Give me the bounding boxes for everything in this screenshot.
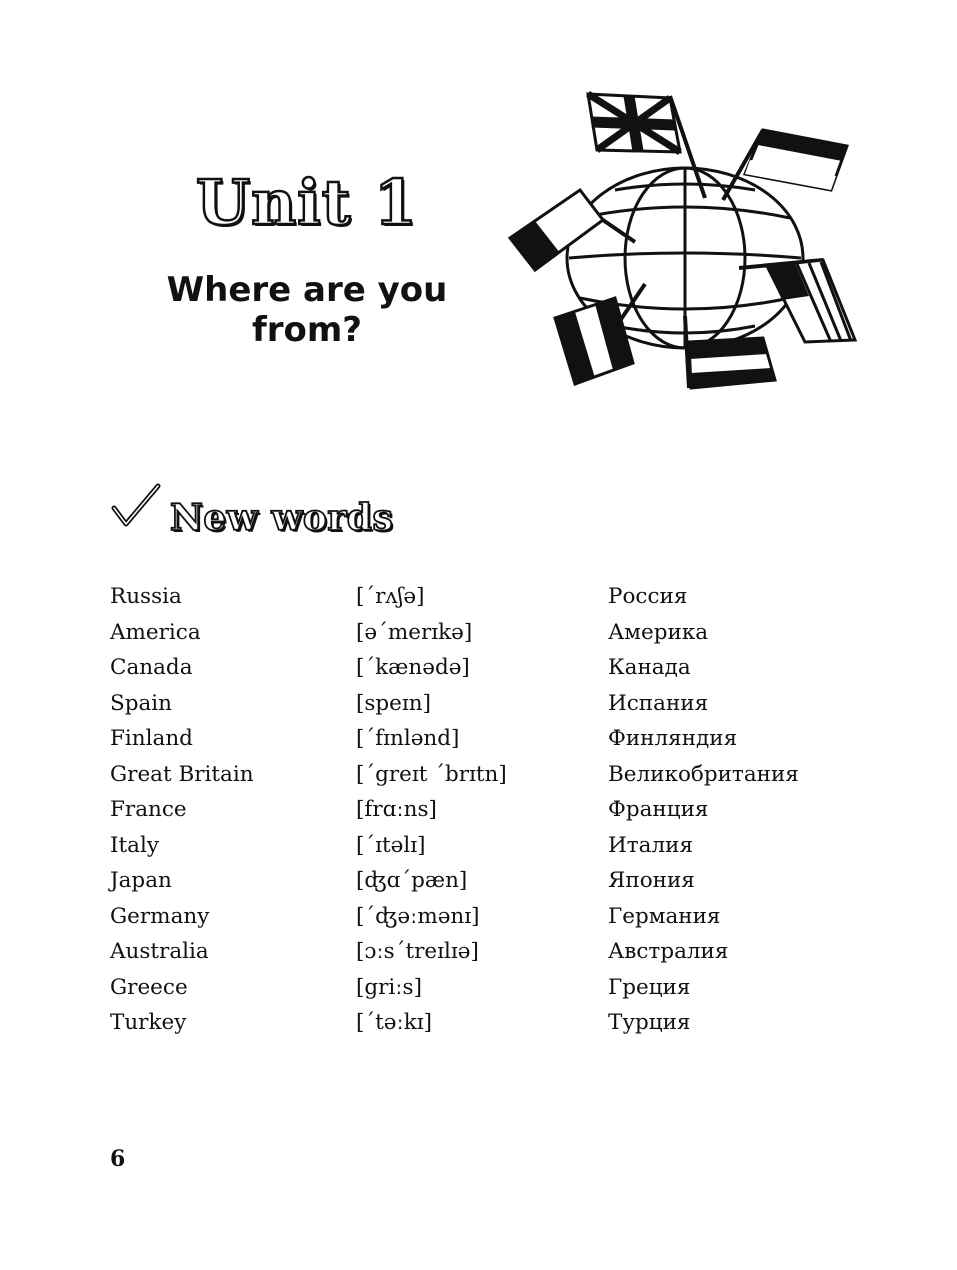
transcription: [ˊfɪnlənd] xyxy=(356,726,460,751)
english-word: Finland xyxy=(110,726,193,751)
transcription: [ˊkænədə] xyxy=(356,655,470,680)
transcription: [ˊɪtəlɪ] xyxy=(356,832,426,858)
russian-translation: Турция xyxy=(608,1010,691,1035)
transcription: [ˊtəːkɪ] xyxy=(356,1010,433,1035)
word-row xyxy=(0,899,957,935)
check-icon xyxy=(108,480,164,532)
word-row xyxy=(0,686,957,722)
word-row xyxy=(0,934,957,970)
transcription: [əˊmerɪkə] xyxy=(356,619,473,645)
word-list xyxy=(0,579,957,1041)
english-word: Greece xyxy=(110,974,188,1000)
english-word: Germany xyxy=(110,903,210,929)
unit-title: Unit 1 xyxy=(196,166,419,239)
russian-translation: Франция xyxy=(608,797,709,822)
english-word: Italy xyxy=(110,832,159,858)
english-word: America xyxy=(110,619,201,645)
word-row xyxy=(0,721,957,757)
russian-translation: Россия xyxy=(608,584,688,609)
english-word: Australia xyxy=(110,939,209,964)
striped-flag-icon xyxy=(723,130,847,200)
english-word: Spain xyxy=(110,690,173,716)
section-heading: New words xyxy=(170,497,394,539)
word-row xyxy=(0,792,957,828)
transcription: [frɑːns] xyxy=(356,797,437,822)
russian-translation: Греция xyxy=(608,974,691,1000)
english-word: Canada xyxy=(110,655,193,680)
english-word: France xyxy=(110,797,187,822)
unit-subtitle: Where are you from? xyxy=(166,270,448,350)
transcription: [speɪn] xyxy=(356,690,432,716)
word-row xyxy=(0,1005,957,1041)
word-row xyxy=(0,579,957,615)
word-row xyxy=(0,828,957,864)
transcription: [ʤɑˊpæn] xyxy=(356,868,468,893)
english-word: Great Britain xyxy=(110,761,254,787)
transcription: [ɔːsˊtreɪlɪə] xyxy=(356,939,479,964)
russian-translation: Германия xyxy=(608,903,721,929)
russian-translation: Америка xyxy=(608,619,709,645)
russian-translation: Италия xyxy=(608,832,694,858)
uk-flag-icon xyxy=(588,94,705,198)
word-row xyxy=(0,757,957,793)
russian-translation: Япония xyxy=(608,868,695,893)
russian-translation: Канада xyxy=(608,655,691,680)
russian-translation: Финляндия xyxy=(608,726,738,751)
transcription: [ˊrʌʃə] xyxy=(356,584,425,609)
english-word: Russia xyxy=(110,584,182,609)
word-row xyxy=(0,970,957,1006)
russian-translation: Австралия xyxy=(608,939,729,964)
english-word: Japan xyxy=(110,868,172,893)
english-word: Turkey xyxy=(110,1010,187,1035)
word-row xyxy=(0,650,957,686)
globe-with-flags-icon xyxy=(505,88,865,398)
russian-translation: Великобритания xyxy=(608,761,799,787)
russian-translation: Испания xyxy=(608,690,709,716)
page-number: 6 xyxy=(110,1146,126,1172)
word-row xyxy=(0,863,957,899)
transcription: [ˊʤəːmənɪ] xyxy=(356,903,480,929)
word-row xyxy=(0,615,957,651)
transcription: [ˊgreɪt ˊbrɪtn] xyxy=(356,761,507,787)
transcription: [griːs] xyxy=(356,974,422,1000)
